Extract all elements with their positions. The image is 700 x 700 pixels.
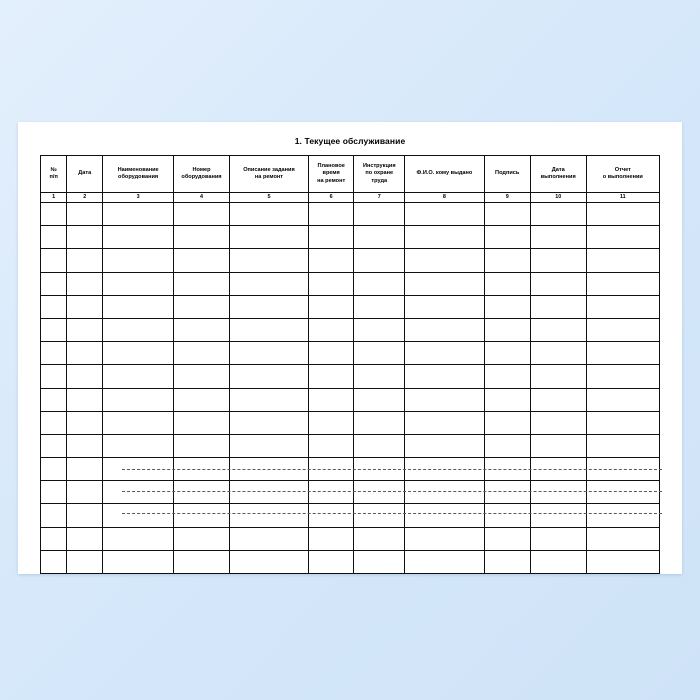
table-cell[interactable] bbox=[354, 295, 405, 318]
table-cell[interactable] bbox=[229, 203, 308, 226]
table-cell[interactable] bbox=[586, 249, 659, 272]
table-cell[interactable] bbox=[586, 365, 659, 388]
table-cell[interactable] bbox=[103, 249, 174, 272]
table-cell[interactable] bbox=[354, 249, 405, 272]
column-header-5 bbox=[229, 156, 308, 193]
table-cell[interactable] bbox=[41, 342, 67, 365]
table-cell[interactable] bbox=[229, 481, 308, 504]
table-cell[interactable] bbox=[309, 458, 354, 481]
table-cell[interactable] bbox=[41, 226, 67, 249]
table-row bbox=[41, 295, 660, 318]
table-cell[interactable] bbox=[484, 318, 530, 341]
table-cell[interactable] bbox=[174, 481, 230, 504]
table-cell[interactable] bbox=[174, 504, 230, 527]
column-number-cell: 9 bbox=[484, 193, 530, 203]
table-cell[interactable] bbox=[530, 342, 586, 365]
column-number-cell: 1 bbox=[41, 193, 67, 203]
table-cell[interactable] bbox=[103, 411, 174, 434]
table-row bbox=[41, 434, 660, 457]
table-cell[interactable] bbox=[103, 342, 174, 365]
column-header-line: Плановое bbox=[317, 163, 345, 170]
table-cell[interactable] bbox=[484, 458, 530, 481]
table-container bbox=[18, 146, 682, 574]
table-cell[interactable] bbox=[405, 550, 484, 573]
table-cell[interactable] bbox=[41, 295, 67, 318]
table-cell[interactable] bbox=[103, 295, 174, 318]
column-header-line: п/п bbox=[49, 174, 58, 180]
table-cell[interactable] bbox=[484, 249, 530, 272]
table-cell[interactable] bbox=[174, 272, 230, 295]
table-cell[interactable] bbox=[586, 318, 659, 341]
column-header-line: время bbox=[322, 170, 340, 177]
table-cell[interactable] bbox=[405, 458, 484, 481]
table-cell[interactable] bbox=[354, 481, 405, 504]
table-cell[interactable] bbox=[103, 226, 174, 249]
table-header bbox=[41, 156, 660, 193]
table-cell[interactable] bbox=[229, 226, 308, 249]
table-cell[interactable] bbox=[41, 527, 67, 550]
column-number-cell: 4 bbox=[174, 193, 230, 203]
table-cell[interactable] bbox=[530, 318, 586, 341]
table-cell[interactable] bbox=[484, 203, 530, 226]
table-cell[interactable] bbox=[405, 203, 484, 226]
table-cell[interactable] bbox=[405, 527, 484, 550]
column-header-line: Наименование bbox=[117, 166, 159, 173]
table-cell[interactable] bbox=[586, 342, 659, 365]
table-cell[interactable] bbox=[229, 527, 308, 550]
table-cell[interactable] bbox=[67, 388, 103, 411]
table-cell[interactable] bbox=[484, 226, 530, 249]
table-cell[interactable] bbox=[309, 504, 354, 527]
table-cell[interactable] bbox=[586, 411, 659, 434]
table-cell[interactable] bbox=[354, 226, 405, 249]
column-header-line: Номер bbox=[192, 166, 211, 173]
table-row bbox=[41, 550, 660, 573]
column-header-line: на ремонт bbox=[317, 177, 346, 184]
table-cell[interactable] bbox=[530, 458, 586, 481]
table-cell[interactable] bbox=[405, 481, 484, 504]
table-cell[interactable] bbox=[67, 295, 103, 318]
table-cell[interactable] bbox=[484, 550, 530, 573]
table-cell[interactable] bbox=[103, 203, 174, 226]
column-number-cell: 10 bbox=[530, 193, 586, 203]
table-cell[interactable] bbox=[354, 550, 405, 573]
table-cell[interactable] bbox=[354, 318, 405, 341]
table-cell[interactable] bbox=[174, 342, 230, 365]
table-row bbox=[41, 365, 660, 388]
table-cell[interactable] bbox=[530, 504, 586, 527]
table-row bbox=[41, 318, 660, 341]
table-row bbox=[41, 527, 660, 550]
table-cell[interactable] bbox=[229, 458, 308, 481]
table-row bbox=[41, 388, 660, 411]
column-header-7 bbox=[354, 156, 405, 193]
table-cell[interactable] bbox=[484, 342, 530, 365]
table-cell[interactable] bbox=[103, 388, 174, 411]
table-cell[interactable] bbox=[586, 504, 659, 527]
table-cell[interactable] bbox=[586, 203, 659, 226]
table-cell[interactable] bbox=[309, 295, 354, 318]
column-header-3 bbox=[103, 156, 174, 193]
table-cell[interactable] bbox=[309, 550, 354, 573]
table-cell[interactable] bbox=[484, 481, 530, 504]
table-cell[interactable] bbox=[309, 388, 354, 411]
column-header-line: Отчет bbox=[614, 166, 631, 173]
table-cell[interactable] bbox=[484, 434, 530, 457]
table-row bbox=[41, 226, 660, 249]
table-cell[interactable] bbox=[229, 504, 308, 527]
table-cell[interactable] bbox=[103, 481, 174, 504]
table-cell[interactable] bbox=[586, 388, 659, 411]
column-number-cell: 7 bbox=[354, 193, 405, 203]
table-cell[interactable] bbox=[229, 272, 308, 295]
table-cell[interactable] bbox=[229, 365, 308, 388]
page-title: 1. Текущее обслуживание bbox=[294, 136, 406, 146]
table-cell[interactable] bbox=[174, 365, 230, 388]
table-cell[interactable] bbox=[484, 388, 530, 411]
table-cell[interactable] bbox=[586, 550, 659, 573]
column-header-11 bbox=[586, 156, 659, 193]
table-cell[interactable] bbox=[103, 527, 174, 550]
table-row bbox=[41, 272, 660, 295]
table-cell[interactable] bbox=[354, 434, 405, 457]
table-cell[interactable] bbox=[530, 226, 586, 249]
document-page bbox=[18, 122, 682, 574]
table-cell[interactable] bbox=[67, 203, 103, 226]
table-cell[interactable] bbox=[586, 434, 659, 457]
table-cell[interactable] bbox=[405, 226, 484, 249]
table-cell[interactable] bbox=[530, 365, 586, 388]
table-cell[interactable] bbox=[530, 249, 586, 272]
table-cell[interactable] bbox=[309, 481, 354, 504]
column-header-line: Подпись bbox=[495, 170, 520, 177]
table-cell[interactable] bbox=[67, 458, 103, 481]
table-cell[interactable] bbox=[174, 550, 230, 573]
table-row bbox=[41, 458, 660, 481]
table-cell[interactable] bbox=[67, 272, 103, 295]
table-cell[interactable] bbox=[405, 388, 484, 411]
table-cell[interactable] bbox=[41, 365, 67, 388]
column-header-line: о выполнении bbox=[602, 174, 643, 180]
table-cell[interactable] bbox=[41, 388, 67, 411]
table-cell[interactable] bbox=[67, 249, 103, 272]
table-cell[interactable] bbox=[309, 365, 354, 388]
column-header-line: выполнения bbox=[540, 174, 576, 180]
table-cell[interactable] bbox=[309, 272, 354, 295]
table-cell[interactable] bbox=[41, 411, 67, 434]
table-cell[interactable] bbox=[67, 342, 103, 365]
table-cell[interactable] bbox=[484, 504, 530, 527]
table-cell[interactable] bbox=[354, 388, 405, 411]
table-cell[interactable] bbox=[103, 434, 174, 457]
table-cell[interactable] bbox=[530, 411, 586, 434]
table-cell[interactable] bbox=[67, 318, 103, 341]
table-cell[interactable] bbox=[41, 550, 67, 573]
table-cell[interactable] bbox=[586, 226, 659, 249]
table-cell[interactable] bbox=[41, 203, 67, 226]
table-cell[interactable] bbox=[530, 203, 586, 226]
table-cell[interactable] bbox=[309, 434, 354, 457]
table-cell[interactable] bbox=[309, 342, 354, 365]
column-header-line: труда bbox=[371, 177, 388, 184]
table-cell[interactable] bbox=[103, 550, 174, 573]
table-cell[interactable] bbox=[174, 458, 230, 481]
table-cell[interactable] bbox=[586, 458, 659, 481]
table-cell[interactable] bbox=[484, 365, 530, 388]
table-cell[interactable] bbox=[484, 272, 530, 295]
table-cell[interactable] bbox=[41, 458, 67, 481]
table-cell[interactable] bbox=[41, 504, 67, 527]
column-header-line: Дата bbox=[78, 170, 92, 177]
table-cell[interactable] bbox=[174, 411, 230, 434]
table-cell[interactable] bbox=[405, 365, 484, 388]
column-number-cell: 2 bbox=[67, 193, 103, 203]
table-cell[interactable] bbox=[103, 272, 174, 295]
column-header-line: Инструкция bbox=[362, 163, 396, 170]
table-cell[interactable] bbox=[229, 388, 308, 411]
column-number-cell: 5 bbox=[229, 193, 308, 203]
table-cell[interactable] bbox=[67, 365, 103, 388]
table-cell[interactable] bbox=[530, 434, 586, 457]
table-row bbox=[41, 203, 660, 226]
table-cell[interactable] bbox=[586, 481, 659, 504]
table-cell[interactable] bbox=[405, 295, 484, 318]
table-cell[interactable] bbox=[103, 458, 174, 481]
table-cell[interactable] bbox=[586, 272, 659, 295]
table-cell[interactable] bbox=[530, 295, 586, 318]
table-cell[interactable] bbox=[354, 272, 405, 295]
table-cell[interactable] bbox=[67, 527, 103, 550]
table-cell[interactable] bbox=[174, 388, 230, 411]
table-row bbox=[41, 481, 660, 504]
table-body bbox=[41, 193, 660, 574]
table-header-row bbox=[41, 156, 660, 193]
table-cell[interactable] bbox=[484, 411, 530, 434]
table-cell[interactable] bbox=[41, 249, 67, 272]
column-header-line: № bbox=[50, 166, 57, 173]
table-cell[interactable] bbox=[103, 365, 174, 388]
table-cell[interactable] bbox=[530, 527, 586, 550]
table-cell[interactable] bbox=[484, 527, 530, 550]
table-cell[interactable] bbox=[354, 411, 405, 434]
table-cell[interactable] bbox=[309, 318, 354, 341]
table-cell[interactable] bbox=[174, 226, 230, 249]
column-header-9 bbox=[484, 156, 530, 193]
table-cell[interactable] bbox=[174, 295, 230, 318]
column-header-8 bbox=[405, 156, 484, 193]
table-cell[interactable] bbox=[229, 249, 308, 272]
table-cell[interactable] bbox=[41, 481, 67, 504]
column-header-4 bbox=[174, 156, 230, 193]
table-cell[interactable] bbox=[354, 527, 405, 550]
column-number-cell: 11 bbox=[586, 193, 659, 203]
table-cell[interactable] bbox=[354, 504, 405, 527]
column-number-row bbox=[41, 193, 660, 203]
table-cell[interactable] bbox=[67, 504, 103, 527]
table-cell[interactable] bbox=[41, 272, 67, 295]
column-number-cell: 8 bbox=[405, 193, 484, 203]
table-cell[interactable] bbox=[586, 527, 659, 550]
column-header-line: по охране bbox=[365, 170, 394, 177]
table-cell[interactable] bbox=[174, 249, 230, 272]
column-header-line: Описание задания bbox=[243, 166, 295, 173]
table-row bbox=[41, 411, 660, 434]
table-cell[interactable] bbox=[67, 411, 103, 434]
table-cell[interactable] bbox=[405, 434, 484, 457]
column-header-2 bbox=[67, 156, 103, 193]
table-cell[interactable] bbox=[309, 411, 354, 434]
table-cell[interactable] bbox=[530, 272, 586, 295]
table-cell[interactable] bbox=[586, 295, 659, 318]
column-header-line: Дата bbox=[551, 166, 565, 173]
table-cell[interactable] bbox=[405, 411, 484, 434]
column-header-line: на ремонт bbox=[254, 174, 284, 180]
table-cell[interactable] bbox=[354, 365, 405, 388]
table-cell[interactable] bbox=[405, 249, 484, 272]
table-cell[interactable] bbox=[67, 481, 103, 504]
column-header-6 bbox=[309, 156, 354, 193]
table-cell[interactable] bbox=[103, 504, 174, 527]
table-cell[interactable] bbox=[530, 388, 586, 411]
table-cell[interactable] bbox=[67, 550, 103, 573]
table-cell[interactable] bbox=[229, 550, 308, 573]
column-number-cell: 6 bbox=[309, 193, 354, 203]
column-header-10 bbox=[530, 156, 586, 193]
column-header-line: оборудования bbox=[118, 174, 159, 180]
table-cell[interactable] bbox=[229, 318, 308, 341]
column-header-1 bbox=[41, 156, 67, 193]
table-cell[interactable] bbox=[309, 203, 354, 226]
column-header-line: Ф.И.О. кому выдано bbox=[416, 170, 473, 177]
table-cell[interactable] bbox=[405, 318, 484, 341]
table-cell[interactable] bbox=[530, 550, 586, 573]
table-cell[interactable] bbox=[229, 434, 308, 457]
column-header-line: оборудования bbox=[181, 174, 222, 180]
table-cell[interactable] bbox=[174, 434, 230, 457]
table-cell[interactable] bbox=[67, 226, 103, 249]
table-cell[interactable] bbox=[309, 249, 354, 272]
table-row bbox=[41, 504, 660, 527]
table-cell[interactable] bbox=[354, 203, 405, 226]
table-cell[interactable] bbox=[41, 318, 67, 341]
table-cell[interactable] bbox=[405, 272, 484, 295]
table-cell[interactable] bbox=[229, 411, 308, 434]
table-cell[interactable] bbox=[405, 342, 484, 365]
table-cell[interactable] bbox=[174, 203, 230, 226]
table-cell[interactable] bbox=[484, 295, 530, 318]
table-cell[interactable] bbox=[174, 318, 230, 341]
table-cell[interactable] bbox=[309, 226, 354, 249]
table-cell[interactable] bbox=[41, 434, 67, 457]
column-number-cell: 3 bbox=[103, 193, 174, 203]
table-cell[interactable] bbox=[405, 504, 484, 527]
table-cell[interactable] bbox=[229, 295, 308, 318]
table-row bbox=[41, 342, 660, 365]
table-cell[interactable] bbox=[67, 434, 103, 457]
table-cell[interactable] bbox=[103, 318, 174, 341]
table-row bbox=[41, 249, 660, 272]
table-cell[interactable] bbox=[174, 527, 230, 550]
table-cell[interactable] bbox=[309, 527, 354, 550]
table-cell[interactable] bbox=[354, 458, 405, 481]
table-cell[interactable] bbox=[354, 342, 405, 365]
maintenance-log-table bbox=[40, 155, 660, 574]
table-cell[interactable] bbox=[229, 342, 308, 365]
table-cell[interactable] bbox=[530, 481, 586, 504]
